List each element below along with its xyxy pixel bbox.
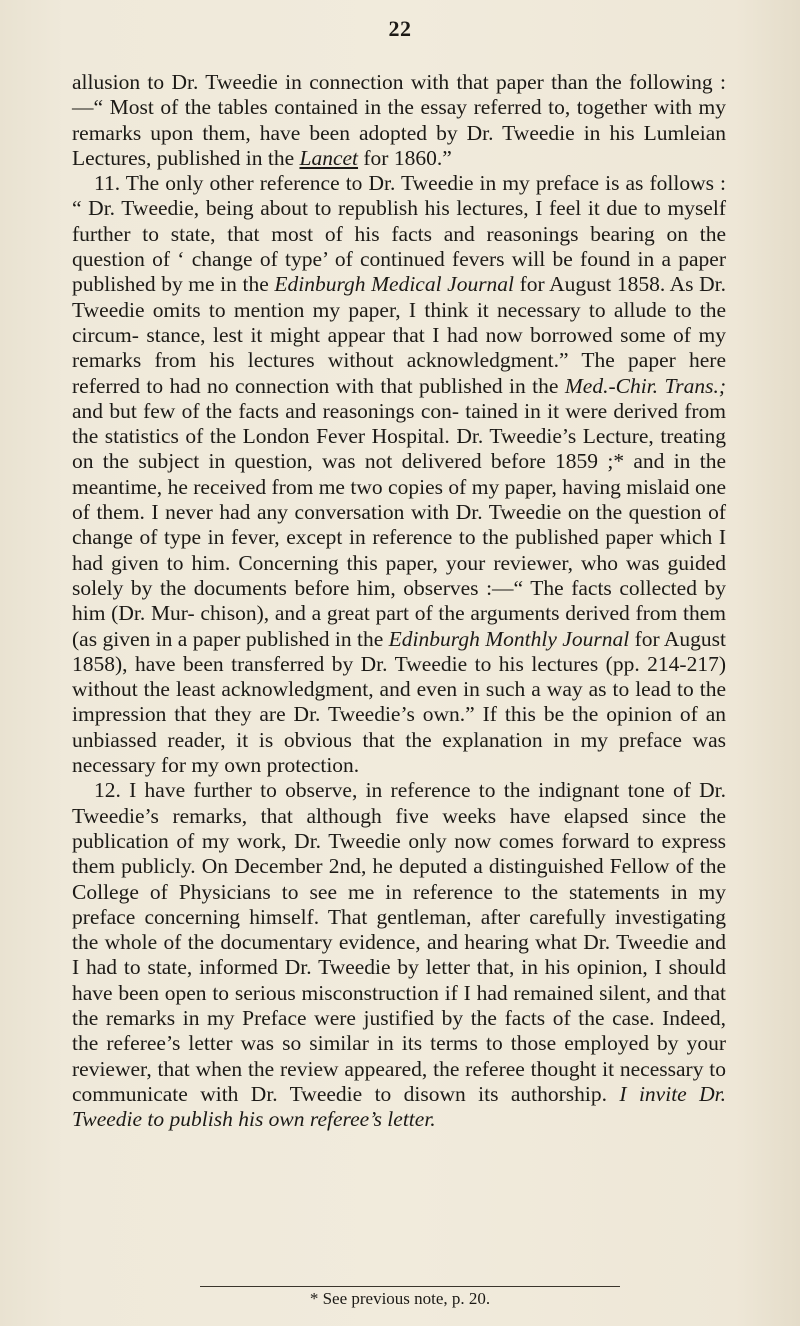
paragraph-continuation <box>72 70 726 171</box>
text-run: 11. The only other reference to Dr. Tweedie in my preface is as follows : “ Dr. Tweedie, being about to republish his lectures, I feel it due to myself further to state, that most of his facts and reasonings bearing on the question of ‘ change of type’ of continued fevers will be found in a paper published by me in the <box>72 171 726 297</box>
text-run: and but few of the facts and reasonings con- tained in it were derived from the statistics of the London Fever Hospital. Dr. Tweedie’s Lecture, treating on the subject in question, was not delivered before 1859 ;* and in the meantime, he received from me two copies of my paper, having mislaid one of them. I never had any conversation with Dr. Tweedie on the question of change of type in fever, except in reference to the published paper which I had given to him. Concerning this paper, your reviewer, who was guided solely by the documents before him, observes :—“ The facts collected by him (Dr. Mur- chison), and a great part of the arguments derived from them (as given in a paper published in the <box>72 398 726 651</box>
footnote-divider <box>200 1286 620 1287</box>
text-run: for 1860.” <box>358 145 452 170</box>
text-run: 12. I have further to observe, in reference to the indignant tone of Dr. Tweedie’s remarks, that although five weeks have elapsed since the publication of my work, Dr. Tweedie only now comes forward to express them publicly. On December 2nd, he deputed a distinguished Fellow of the College of Physicians to see me in reference to the statements in my preface concerning himself. That gentleman, after carefully investigating the whole of the documentary evidence, and hearing what Dr. Tweedie and I had to state, informed Dr. Tweedie by letter that, in his opinion, I should have been open to serious misconstruction if I had remained silent, and that the remarks in my Preface were justified by the facts of the case. Indeed, the referee’s letter was so similar in its terms to those employed by your reviewer, that when the review appeared, the referee thought it necessary to communicate with Dr. Tweedie to disown its authorship. <box>72 778 726 1106</box>
closing-italic-sentence: I invite Dr. Tweedie to publish his own referee’s letter. <box>72 1081 726 1132</box>
text-run: allusion to Dr. Tweedie in connection with that paper than the following :—“ Most of the tables contained in the essay referred to, together with my remarks upon them, have been adopted by Dr. Tweedie in his Lumleian Lectures, published in the <box>72 70 726 170</box>
paragraph-12 <box>72 778 726 1132</box>
journal-title-med-chir: Med.-Chir. Trans.; <box>564 373 726 398</box>
journal-title-edinburgh-medical: Edinburgh Medical Journal <box>274 272 515 297</box>
journal-title-lancet: Lancet <box>299 145 359 170</box>
text-run: for August 1858. As Dr. Tweedie omits to mention my paper, I think it necessary to allude to the circum- stance, lest it might appear that I had now borrowed some of my remarks from his lectures without acknowledgment.” The paper here referred to had no connection with that published in the <box>72 272 726 398</box>
paragraph-11 <box>72 171 726 778</box>
text-run: for August 1858), have been transferred by Dr. Tweedie to his lectures (pp. 214-217) without the least acknowledgment, and even in such a way as to lead to the impression that they are Dr. Tweedie’s own.” If this be the opinion of an unbiassed reader, it is obvious that the explanation in my preface was necessary for my own protection. <box>72 626 726 778</box>
journal-title-edinburgh-monthly: Edinburgh Monthly Journal <box>388 626 630 651</box>
body-text <box>72 70 726 1132</box>
page-number: 22 <box>388 16 412 41</box>
footnote: * See previous note, p. 20. <box>309 1289 491 1308</box>
